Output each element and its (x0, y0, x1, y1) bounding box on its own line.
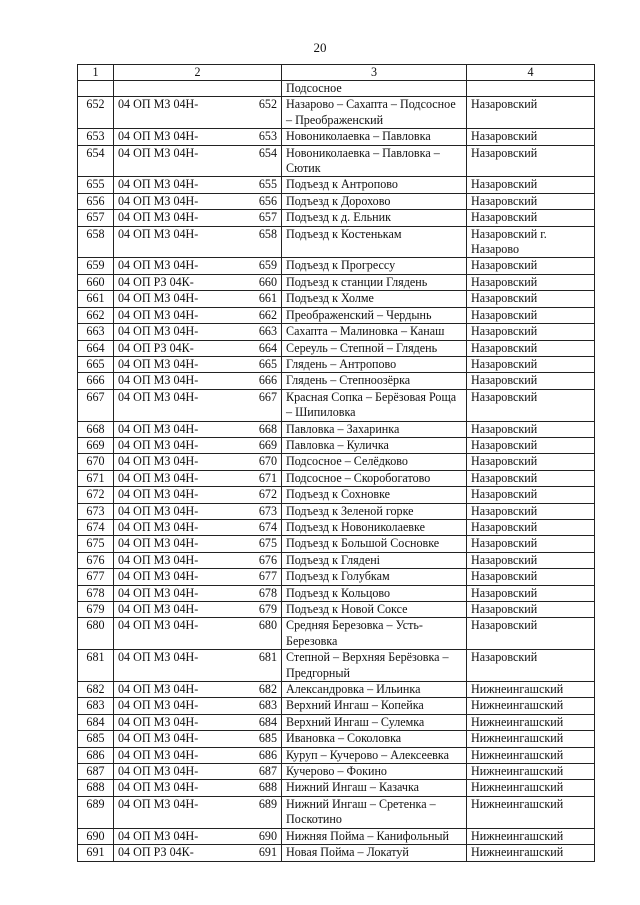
table-row (78, 421, 595, 437)
row-name: Сахапта – Малиновка – Канаш (282, 324, 467, 340)
continuation-row (78, 81, 595, 97)
row-district: Нижнеингашский (467, 764, 595, 780)
row-district: Нижнеингашский (467, 731, 595, 747)
row-code-cell (114, 828, 282, 844)
row-name: Подъезд к Холме (282, 291, 467, 307)
row-code-index: 663 (258, 324, 277, 339)
row-num: 669 (78, 437, 114, 453)
row-name: Нижняя Пойма – Канифольный (282, 828, 467, 844)
row-district: Нижнеингашский (467, 698, 595, 714)
row-code-index: 670 (258, 454, 277, 469)
table-row (78, 698, 595, 714)
row-code-cell (114, 714, 282, 730)
row-code-index: 681 (258, 650, 277, 665)
row-code: 04 ОП МЗ 04Н- (118, 682, 199, 697)
row-num: 690 (78, 828, 114, 844)
table-row (78, 274, 595, 290)
row-code-cell (114, 291, 282, 307)
row-name: Ивановка – Соколовка (282, 731, 467, 747)
row-num: 687 (78, 764, 114, 780)
table-row (78, 145, 595, 177)
row-code-cell (114, 177, 282, 193)
row-code-index: 674 (258, 519, 277, 534)
row-code: 04 ОП МЗ 04Н- (118, 454, 199, 469)
row-code: 04 ОП МЗ 04Н- (118, 487, 199, 502)
row-district: Назаровский (467, 373, 595, 389)
road-register-table (77, 64, 595, 862)
row-name: Новониколаевка – Павловка (282, 129, 467, 145)
row-name: Подъезд к Новониколаевке (282, 519, 467, 535)
table-row (78, 258, 595, 274)
row-num: 689 (78, 796, 114, 828)
row-district: Назаровский (467, 340, 595, 356)
row-code-cell (114, 618, 282, 650)
row-num: 680 (78, 618, 114, 650)
row-name: Подсосное – Скоробогатово (282, 470, 467, 486)
row-code: 04 ОП МЗ 04Н- (118, 307, 199, 322)
row-num: 676 (78, 552, 114, 568)
table-row (78, 682, 595, 698)
row-name: Кучерово – Фокино (282, 764, 467, 780)
row-code: 04 ОП МЗ 04Н- (118, 389, 199, 404)
row-num: 671 (78, 470, 114, 486)
row-code-cell (114, 324, 282, 340)
row-name: Подъезд к Зеленой горке (282, 503, 467, 519)
row-num: 663 (78, 324, 114, 340)
table-row (78, 714, 595, 730)
header-cell-code: 2 (114, 65, 282, 81)
table-row (78, 177, 595, 193)
row-code: 04 ОП МЗ 04Н- (118, 97, 199, 112)
header-row (78, 65, 595, 81)
row-district: Назаровский (467, 389, 595, 421)
header-cell-district: 4 (467, 65, 595, 81)
row-num: 659 (78, 258, 114, 274)
row-code-index: 677 (258, 569, 277, 584)
row-name: Верхний Ингаш – Сулемка (282, 714, 467, 730)
row-district: Назаровский (467, 193, 595, 209)
row-code: 04 ОП МЗ 04Н- (118, 552, 199, 567)
row-code-cell (114, 650, 282, 682)
row-code-cell (114, 145, 282, 177)
row-code-cell (114, 569, 282, 585)
row-code-index: 690 (258, 828, 277, 843)
row-name: Нижний Ингаш – Казачка (282, 780, 467, 796)
row-code: 04 ОП МЗ 04Н- (118, 780, 199, 795)
row-district: Назаровский (467, 324, 595, 340)
row-code-index: 656 (258, 193, 277, 208)
row-district: Назаровский (467, 650, 595, 682)
row-code-index: 689 (258, 796, 277, 811)
row-district: Нижнеингашский (467, 682, 595, 698)
row-name: Новониколаевка – Павловка – Сютик (282, 145, 467, 177)
row-code-cell (114, 258, 282, 274)
row-code-index: 683 (258, 698, 277, 713)
row-code-index: 661 (258, 291, 277, 306)
row-num: 682 (78, 682, 114, 698)
row-code-cell (114, 503, 282, 519)
table-row (78, 226, 595, 258)
row-num: 653 (78, 129, 114, 145)
row-name: Сереуль – Степной – Глядень (282, 340, 467, 356)
row-code: 04 ОП МЗ 04Н- (118, 177, 199, 192)
row-code: 04 ОП МЗ 04Н- (118, 714, 199, 729)
row-name: Средняя Березовка – Усть-Березовка (282, 618, 467, 650)
row-num: 673 (78, 503, 114, 519)
row-code: 04 ОП МЗ 04Н- (118, 585, 199, 600)
row-code: 04 ОП МЗ 04Н- (118, 747, 199, 762)
row-code-cell (114, 764, 282, 780)
row-code: 04 ОП МЗ 04Н- (118, 356, 199, 371)
row-code: 04 ОП МЗ 04Н- (118, 618, 199, 633)
row-code-index: 679 (258, 602, 277, 616)
row-district: Нижнеингашский (467, 780, 595, 796)
table-row (78, 764, 595, 780)
table-row (78, 307, 595, 323)
row-code: 04 ОП РЗ 04К- (118, 274, 194, 289)
row-name: Подъезд к Большой Сосновке (282, 536, 467, 552)
row-district: Назаровский (467, 585, 595, 601)
row-name: Подъезд к Голубкам (282, 569, 467, 585)
row-code-cell (114, 373, 282, 389)
table-row (78, 780, 595, 796)
table-row (78, 340, 595, 356)
row-name: Глядень – Антропово (282, 356, 467, 372)
table-row (78, 356, 595, 372)
table-row (78, 602, 595, 618)
row-code-cell (114, 340, 282, 356)
table-row (78, 845, 595, 861)
row-num: 684 (78, 714, 114, 730)
row-code-index: 657 (258, 210, 277, 225)
row-code: 04 ОП МЗ 04Н- (118, 698, 199, 713)
table-row (78, 470, 595, 486)
row-num: 660 (78, 274, 114, 290)
row-code: 04 ОП МЗ 04Н- (118, 226, 199, 241)
row-code-cell (114, 602, 282, 618)
table-row (78, 437, 595, 453)
table-row (78, 585, 595, 601)
row-code: 04 ОП МЗ 04Н- (118, 373, 199, 388)
row-code-cell (114, 536, 282, 552)
row-num: 667 (78, 389, 114, 421)
row-code: 04 ОП МЗ 04Н- (118, 828, 199, 843)
row-name: Подъезд к Гляденi (282, 552, 467, 568)
row-name: Глядень – Степноозёрка (282, 373, 467, 389)
row-name: Преображенский – Чердынь (282, 307, 467, 323)
row-code-cell (114, 796, 282, 828)
row-district: Назаровский (467, 177, 595, 193)
row-name: Подъезд к д. Ельник (282, 210, 467, 226)
row-district: Назаровский (467, 210, 595, 226)
row-num: 681 (78, 650, 114, 682)
row-num: 674 (78, 519, 114, 535)
table-row (78, 552, 595, 568)
row-name: Подсосное – Селёдково (282, 454, 467, 470)
row-code-cell (114, 389, 282, 421)
row-district: Назаровский (467, 291, 595, 307)
row-name: Подъезд к Костенькам (282, 226, 467, 258)
table-row (78, 503, 595, 519)
row-name: Павловка – Куличка (282, 437, 467, 453)
row-district: Назаровский (467, 97, 595, 129)
header-cell-name: 3 (282, 65, 467, 81)
table-row (78, 731, 595, 747)
table-row (78, 129, 595, 145)
row-num: 664 (78, 340, 114, 356)
row-code-index: 691 (258, 845, 277, 860)
table-row (78, 324, 595, 340)
table-row (78, 389, 595, 421)
row-code-cell (114, 421, 282, 437)
row-code-cell (114, 454, 282, 470)
row-name: Верхний Ингаш – Копейка (282, 698, 467, 714)
row-code-cell (114, 731, 282, 747)
row-district: Нижнеингашский (467, 714, 595, 730)
table-row (78, 210, 595, 226)
row-code: 04 ОП МЗ 04Н- (118, 129, 199, 144)
row-code-cell (114, 780, 282, 796)
row-num: 654 (78, 145, 114, 177)
row-num: 677 (78, 569, 114, 585)
row-name: Подъезд к Прогрессу (282, 258, 467, 274)
row-district: Назаровский (467, 569, 595, 585)
table-row (78, 747, 595, 763)
row-code-cell (114, 274, 282, 290)
row-name: Александровка – Ильинка (282, 682, 467, 698)
table-row (78, 618, 595, 650)
row-code-cell (114, 552, 282, 568)
row-district: Назаровский (467, 503, 595, 519)
row-num (78, 81, 114, 97)
table-row (78, 193, 595, 209)
row-name: Павловка – Захаринка (282, 421, 467, 437)
row-code-cell (114, 437, 282, 453)
row-code-index: 666 (258, 373, 277, 388)
row-code-index: 675 (258, 536, 277, 551)
row-code: 04 ОП МЗ 04Н- (118, 145, 199, 160)
row-code-index: 662 (258, 307, 277, 322)
row-district: Нижнеингашский (467, 828, 595, 844)
row-code: 04 ОП МЗ 04Н- (118, 536, 199, 551)
row-num: 665 (78, 356, 114, 372)
row-code-index: 660 (258, 274, 277, 289)
row-num: 691 (78, 845, 114, 861)
row-num: 661 (78, 291, 114, 307)
row-num: 683 (78, 698, 114, 714)
row-num: 685 (78, 731, 114, 747)
row-district: Назаровский (467, 421, 595, 437)
row-code-cell (114, 698, 282, 714)
row-code-cell (114, 193, 282, 209)
row-code: 04 ОП РЗ 04К- (118, 845, 194, 860)
row-code-index: 680 (258, 618, 277, 633)
row-name: Подъезд к Антропово (282, 177, 467, 193)
row-num: 658 (78, 226, 114, 258)
row-code-index: 678 (258, 585, 277, 600)
row-code: 04 ОП МЗ 04Н- (118, 796, 199, 811)
table-row (78, 454, 595, 470)
row-district: Назаровский (467, 356, 595, 372)
table-row (78, 373, 595, 389)
table-row (78, 519, 595, 535)
row-num: 686 (78, 747, 114, 763)
row-code: 04 ОП МЗ 04Н- (118, 519, 199, 534)
row-code-index: 667 (258, 389, 277, 404)
row-code-index: 687 (258, 764, 277, 779)
row-district: Назаровский (467, 307, 595, 323)
row-district: Нижнеингашский (467, 845, 595, 861)
row-code-index: 655 (258, 177, 277, 192)
row-code-cell (114, 129, 282, 145)
row-name: Подсосное (282, 81, 467, 97)
row-code-cell (114, 210, 282, 226)
row-code: 04 ОП МЗ 04Н- (118, 210, 199, 225)
table-row (78, 796, 595, 828)
row-num: 672 (78, 487, 114, 503)
row-num: 656 (78, 193, 114, 209)
table-row (78, 487, 595, 503)
row-code: 04 ОП МЗ 04Н- (118, 569, 199, 584)
row-district: Назаровский (467, 274, 595, 290)
row-code-cell (114, 356, 282, 372)
row-name: Подъезд к Новой Сoксе (282, 602, 467, 618)
row-code-cell (114, 585, 282, 601)
row-district: Назаровский (467, 536, 595, 552)
table-row (78, 97, 595, 129)
row-district: Нижнеингашский (467, 796, 595, 828)
row-district (467, 81, 595, 97)
row-name: Подъезд к Кольцово (282, 585, 467, 601)
row-district: Назаровский (467, 602, 595, 618)
page-number: 20 (313, 40, 327, 55)
row-code: 04 ОП МЗ 04Н- (118, 291, 199, 306)
row-name: Подъезд к Сохновке (282, 487, 467, 503)
row-code-cell (114, 226, 282, 258)
row-code-index: 676 (258, 552, 277, 567)
row-code-cell (114, 747, 282, 763)
row-district: Назаровский (467, 129, 595, 145)
row-code-index: 684 (258, 714, 277, 729)
row-name: Куруп – Кучерово – Алексеевка (282, 747, 467, 763)
row-code (114, 81, 282, 97)
row-code-index: 672 (258, 487, 277, 502)
row-code-index: 653 (258, 129, 277, 144)
row-code-cell (114, 845, 282, 861)
row-num: 668 (78, 421, 114, 437)
table-row (78, 291, 595, 307)
row-code: 04 ОП МЗ 04Н- (118, 764, 199, 779)
table-row (78, 650, 595, 682)
row-num: 652 (78, 97, 114, 129)
row-code-index: 686 (258, 747, 277, 762)
row-name: Красная Сопка – Берёзовая Роща – Шипиловка (282, 389, 467, 421)
row-num: 662 (78, 307, 114, 323)
row-num: 655 (78, 177, 114, 193)
row-district: Назаровский (467, 437, 595, 453)
row-code: 04 ОП МЗ 04Н- (118, 258, 199, 273)
row-code-cell (114, 97, 282, 129)
row-code-cell (114, 307, 282, 323)
row-code-index: 658 (258, 226, 277, 241)
row-code: 04 ОП МЗ 04Н- (118, 503, 199, 518)
row-code-index: 685 (258, 731, 277, 746)
row-district: Назаровский (467, 552, 595, 568)
row-name: Степной – Верхняя Берёзовка – Предгорный (282, 650, 467, 682)
row-code-cell (114, 519, 282, 535)
row-name: Подъезд к Дорохово (282, 193, 467, 209)
row-code-index: 671 (258, 470, 277, 485)
row-num: 679 (78, 602, 114, 618)
row-name: Нижний Ингаш – Сретенка – Поскотино (282, 796, 467, 828)
row-code-index: 682 (258, 682, 277, 697)
row-code: 04 ОП МЗ 04Н- (118, 650, 199, 665)
row-name: Назарово – Сахапта – Подсосное – Преображенский (282, 97, 467, 129)
row-code: 04 ОП МЗ 04Н- (118, 421, 199, 436)
row-district: Нижнеингашский (467, 747, 595, 763)
row-num: 657 (78, 210, 114, 226)
row-district: Назаровский (467, 145, 595, 177)
row-num: 688 (78, 780, 114, 796)
row-code-index: 665 (258, 356, 277, 371)
row-code-index: 668 (258, 421, 277, 436)
row-num: 666 (78, 373, 114, 389)
row-code-index: 652 (258, 97, 277, 112)
row-code-index: 669 (258, 437, 277, 452)
row-code-cell (114, 487, 282, 503)
row-num: 670 (78, 454, 114, 470)
table-row (78, 828, 595, 844)
row-district: Назаровский г. Назарово (467, 226, 595, 258)
row-code: 04 ОП РЗ 04К- (118, 340, 194, 355)
row-num: 678 (78, 585, 114, 601)
row-district: Назаровский (467, 258, 595, 274)
row-num: 675 (78, 536, 114, 552)
row-code-cell (114, 470, 282, 486)
row-code: 04 ОП МЗ 04Н- (118, 324, 199, 339)
row-district: Назаровский (467, 487, 595, 503)
row-code-index: 688 (258, 780, 277, 795)
row-code: 04 ОП МЗ 04Н- (118, 602, 199, 616)
row-code-index: 654 (258, 145, 277, 160)
row-code: 04 ОП МЗ 04Н- (118, 731, 199, 746)
row-district: Назаровский (467, 454, 595, 470)
table-row (78, 569, 595, 585)
row-code: 04 ОП МЗ 04Н- (118, 437, 199, 452)
row-code-index: 673 (258, 503, 277, 518)
row-code-index: 659 (258, 258, 277, 273)
row-district: Назаровский (467, 470, 595, 486)
row-code: 04 ОП МЗ 04Н- (118, 193, 199, 208)
row-district: Назаровский (467, 519, 595, 535)
row-code-cell (114, 682, 282, 698)
row-code: 04 ОП МЗ 04Н- (118, 470, 199, 485)
row-code-index: 664 (258, 340, 277, 355)
row-district: Назаровский (467, 618, 595, 650)
row-name: Новая Пойма – Локатуй (282, 845, 467, 861)
row-name: Подъезд к станции Глядень (282, 274, 467, 290)
header-cell-num: 1 (78, 65, 114, 81)
table-row (78, 536, 595, 552)
